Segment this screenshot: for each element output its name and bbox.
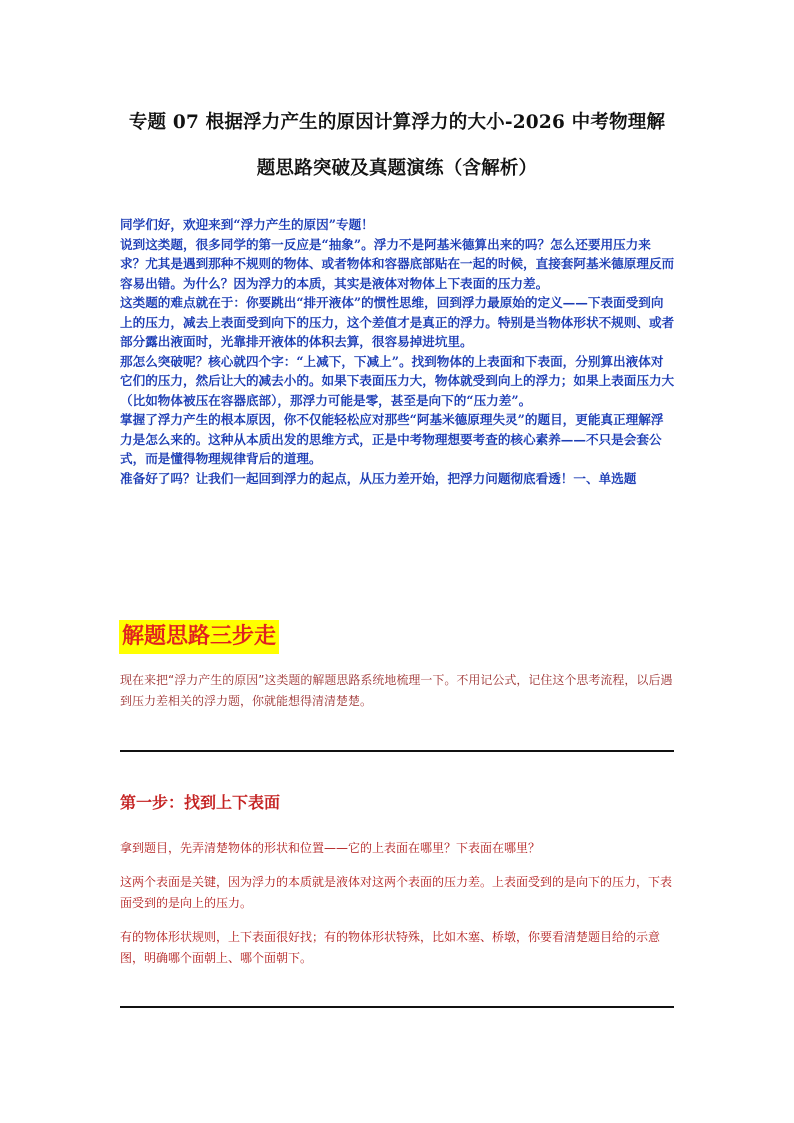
step-paragraph: 有的物体形状规则，上下表面很好找；有的物体形状特殊，比如木塞、桥墩，你要看清楚题目给的示意图，明确哪个面朝上、哪个面朝下。 [120,930,661,965]
section-heading: 解题思路三步走 [119,620,279,654]
title-line-2: 题思路突破及真题演练（含解析） [256,158,538,179]
intro-paragraph: 同学们好，欢迎来到“浮力产生的原因”专题！ [120,217,374,232]
step-heading: 第一步：找到上下表面 [120,793,281,812]
document-title [100,100,694,192]
intro-paragraph: 说到这类题，很多同学的第一反应是“抽象”。浮力不是阿基米德算出来的吗？怎么还要用压力来求？尤其是遇到那种不规则的物体、或者物体和容器底部贴在一起的时候，直接套阿基米德原理反而容易出错。为什么？因为浮力的本质，其实是液体对物体上下表面的压力差。 [120,236,675,291]
intro-paragraph: 那怎么突破呢？核心就四个字：“上减下，下减上”。找到物体的上表面和下表面，分别算出液体对它们的压力，然后让大的减去小的。如果下表面压力大，物体就受到向上的浮力；如果上表面压力大（比如物体被压在容器底部），那浮力可能是零，甚至是向下的“压力差”。 [120,353,675,408]
intro-paragraph: 这类题的难点就在于：你要跳出“排开液体”的惯性思维，回到浮力最原始的定义——下表面受到向上的压力，减去上表面受到向下的压力，这个差值才是真正的浮力。特别是当物体形状不规则、或者部分露出液面时，光靠排开液体的体积去算，很容易掉进坑里。 [120,295,675,349]
intro-block [120,215,676,488]
title-line-1: 专题 07 根据浮力产生的原因计算浮力的大小-2026 中考物理解 [128,112,666,133]
intro-paragraph: 掌握了浮力产生的根本原因，你不仅能轻松应对那些“阿基米德原理失灵”的题目，更能真正理解浮力是怎么来的。这种从本质出发的思维方式，正是中考物理想要考查的核心素养——不只是会套公式，而是懂得物理规律背后的道理。 [120,412,664,466]
divider [120,1006,674,1008]
intro-paragraph: 准备好了吗？让我们一起回到浮力的起点，从压力差开始，把浮力问题彻底看透！一、单选题 [120,470,637,486]
step-paragraph: 这两个表面是关键，因为浮力的本质就是液体对这两个表面的压力差。上表面受到的是向下的压力，下表面受到的是向上的压力。 [120,875,673,910]
divider [120,750,674,752]
section-lead: 现在来把“浮力产生的原因”这类题的解题思路系统地梳理一下。不用记公式，记住这个思考流程，以后遇到压力差相关的浮力题，你就能想得清清楚楚。 [120,673,673,708]
step-paragraph: 拿到题目，先弄清楚物体的形状和位置——它的上表面在哪里？下表面在哪里？ [120,841,541,855]
